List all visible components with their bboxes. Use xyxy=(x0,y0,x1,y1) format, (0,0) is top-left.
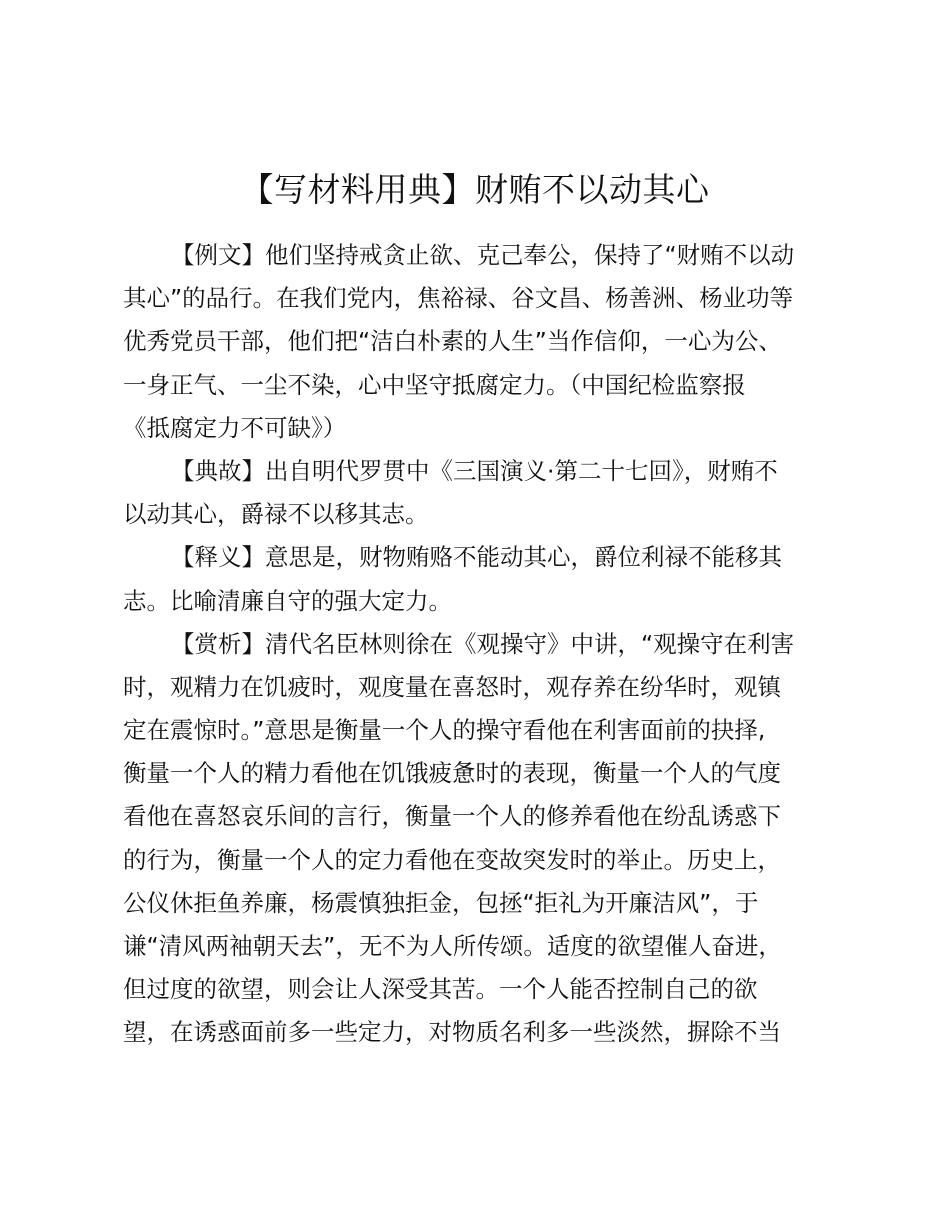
document-body xyxy=(123,234,835,1055)
paragraph-line: 谦“清风两袖朝天去”，无不为人所传颂。适度的欲望催人奋进， xyxy=(123,932,782,960)
paragraph-line: 看他在喜怒哀乐间的言行，衡量一个人的修养看他在纷乱诱惑下 xyxy=(123,802,781,831)
paragraph-line: 一身正气、一尘不染，心中坚守抵腐定力。（中国纪检监察报 xyxy=(123,370,746,399)
paragraph-line: 公仪休拒鱼养廉，杨震慎独拒金，包拯“拒礼为开廉洁风”，于 xyxy=(123,888,759,917)
paragraph-line: 时，观精力在饥疲时，观度量在喜怒时，观存养在纷华时，观镇 xyxy=(123,672,781,701)
paragraph-line: 优秀党员干部，他们把“洁白朴素的人生”当作信仰，一心为公、 xyxy=(123,327,782,356)
paragraph-line: 【典故】出自明代罗贯中《三国演义·第二十七回》，财贿不 xyxy=(171,456,778,485)
paragraph-line: 【例文】他们坚持戒贪止欲、克己奉公，保持了“财贿不以动 xyxy=(171,241,795,269)
paragraph-line: 的行为，衡量一个人的定力看他在变故突发时的举止。历史上， xyxy=(123,845,781,874)
paragraph-line: 衡量一个人的精力看他在饥饿疲惫时的表现，衡量一个人的气度 xyxy=(123,759,781,788)
paragraph-line: 《抵腐定力不可缺》） xyxy=(123,413,347,442)
paragraph-line: 望，在诱惑面前多一些定力，对物质名利多一些淡然，摒除不当 xyxy=(123,1018,781,1047)
paragraph-line: 定在震惊时。”意思是衡量一个人的操守看他在利害面前的抉择, xyxy=(123,716,766,745)
paragraph-line: 以动其心，爵禄不以移其志。 xyxy=(123,500,429,529)
paragraph-line: 志。比喻清廉自守的强大定力。 xyxy=(123,586,452,615)
paragraph-line: 【赏析】清代名臣林则徐在《观操守》中讲，“观操守在利害 xyxy=(171,629,795,658)
document-title: 【写材料用典】财贿不以动其心 xyxy=(240,170,710,209)
paragraph-line: 【释义】意思是，财物贿赂不能动其心，爵位利禄不能移其 xyxy=(171,543,782,572)
paragraph-line: 其心”的品行。在我们党内，焦裕禄、谷文昌、杨善洲、杨业功等 xyxy=(123,284,794,313)
paragraph-line: 但过度的欲望，则会让人深受其苦。一个人能否控制自己的欲 xyxy=(123,975,758,1004)
